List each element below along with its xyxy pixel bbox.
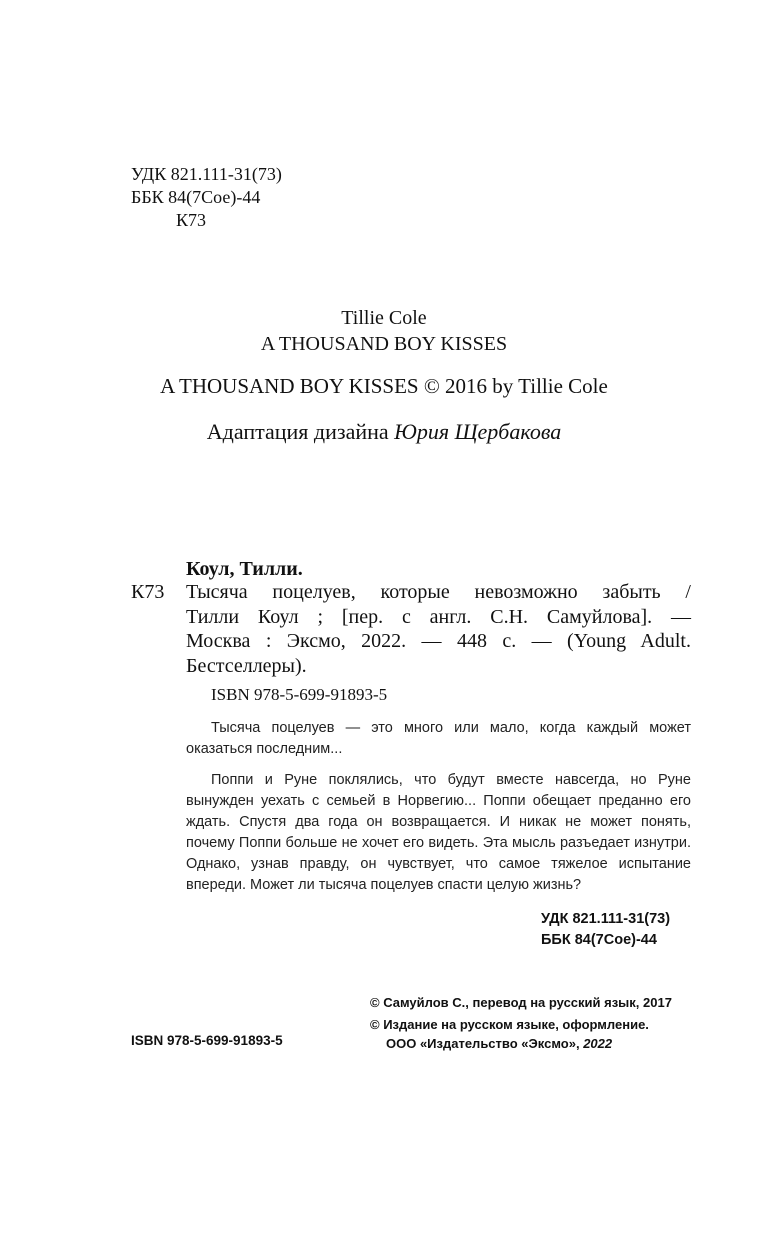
catalog-isbn: ISBN 978-5-699-91893-5 — [211, 685, 388, 704]
design-credit-name: Юрия Щербакова — [394, 419, 562, 444]
publisher-name: ООО «Издательство «Эксмо», — [386, 1036, 580, 1051]
translation-copyright: © Самуйлов С., перевод на русский язык, 2017 — [370, 995, 672, 1010]
design-credit-prefix: Адаптация дизайна — [206, 419, 389, 444]
annotation-paragraph: Тысяча поцелуев — это много или мало, когда каждый может оказаться последним... — [186, 720, 691, 757]
author-mark: К73 — [176, 210, 207, 230]
publisher-year: 2022 — [583, 1036, 613, 1051]
design-credit — [0, 418, 768, 446]
catalog-description-line: Бестселлеры). — [186, 654, 307, 677]
bottom-isbn: ISBN 978-5-699-91893-5 — [131, 1033, 283, 1048]
catalog-description-line: Москва : Эксмо, 2022. — 448 с. — (Young Adult. — [186, 630, 691, 652]
catalog-code: К73 — [131, 581, 165, 603]
bbk-code: ББК 84(7Сое)-44 — [131, 187, 261, 207]
bottom-udk-code: УДК 821.111-31(73) — [541, 911, 671, 927]
edition-copyright: © Издание на русском языке, оформление. — [370, 1017, 649, 1032]
original-title: A THOUSAND BOY KISSES — [260, 333, 508, 355]
catalog-description-line: Тилли Коул ; [пер. с англ. С.Н. Самуйлова]. — — [186, 605, 691, 628]
annotation-paragraph: Поппи и Руне поклялись, что будут вместе навсегда, но Руне вынужден уехать с семьей в Норвегию... Поппи обещает преданно его ждать. Спустя два года он возвращается. И никак не может понять, почему Поппи больше не хочет его видеть. Эта мысль разъедает изнутри. Однако, узнав правду, он чувствует, что самое тяжелое испытание впереди. Может ли тысяча поцелуев спасти целую жизнь? — [186, 772, 691, 893]
original-author: Tillie Cole — [341, 307, 427, 329]
top-classification-codes — [131, 163, 282, 232]
bottom-classification-codes — [541, 909, 670, 951]
catalog-description-line: Тысяча поцелуев, которые невозможно забыть / — [186, 581, 691, 603]
udk-code: УДК 821.111-31(73) — [131, 164, 282, 184]
original-copyright: A THOUSAND BOY KISSES © 2016 by Tillie Cole — [160, 374, 608, 398]
annotation — [186, 718, 691, 896]
publisher-line — [370, 1034, 672, 1053]
catalog-heading: Коул, Тилли. — [186, 558, 303, 580]
bottom-bbk-code: ББК 84(7Сое)-44 — [541, 932, 657, 948]
rights-notice — [370, 993, 672, 1053]
catalog-description — [186, 580, 691, 678]
